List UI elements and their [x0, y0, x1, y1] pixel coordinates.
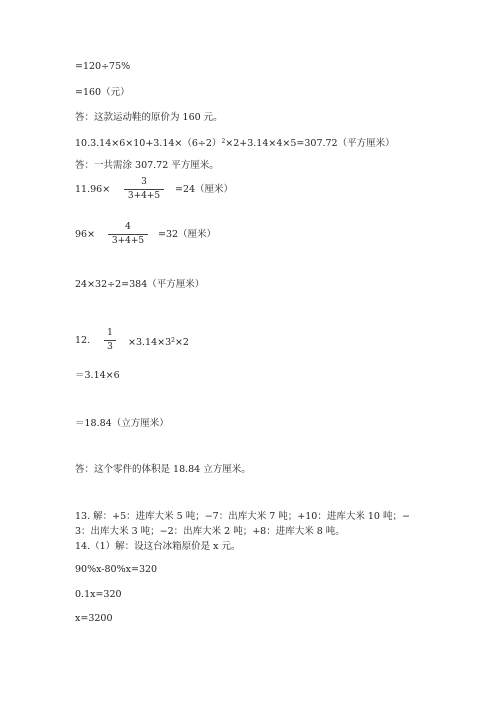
expression-text	[128, 335, 189, 349]
problem-12-label: 12.	[75, 335, 91, 346]
fraction-numerator: 4	[125, 222, 131, 232]
problem-10-line	[75, 136, 395, 150]
result-text: =32（厘米）	[158, 229, 217, 240]
fraction-denominator: 3+4+5	[111, 236, 145, 246]
step-line: x=3200	[75, 613, 113, 624]
step-line: ＝3.14×6	[75, 370, 120, 381]
fraction-denominator: 3	[107, 342, 113, 352]
problem-13-line: 3：出库大米 3 吨；−2：出库大米 2 吨；+8：进库大米 8 吨。	[75, 526, 345, 537]
fraction	[124, 177, 164, 202]
problem-11-label: 11.96×	[75, 184, 111, 195]
fraction-denominator: 3+4+5	[127, 191, 161, 201]
fraction-bar	[124, 189, 164, 190]
expression-label: 96×	[75, 229, 96, 240]
fraction	[104, 328, 116, 353]
step-line: =120÷75%	[75, 61, 131, 72]
fraction-numerator: 1	[107, 328, 113, 338]
result-text: =24（厘米）	[175, 184, 234, 195]
fraction-bar	[108, 234, 148, 235]
answer-line: 答：这个零件的体积是 18.84 立方厘米。	[75, 464, 251, 475]
fraction-numerator: 3	[141, 177, 147, 187]
text-segment: 10.3.14×6×10+3.14×（6÷2）	[75, 138, 222, 149]
exponent: 2	[171, 337, 175, 344]
text-segment: ×2+3.14×4×5=307.72（平方厘米）	[225, 138, 395, 149]
fraction-bar	[104, 340, 116, 341]
step-line: 90%x-80%x=320	[75, 564, 158, 575]
answer-line: 答：这款运动鞋的原价为 160 元。	[75, 112, 223, 123]
problem-14-line: 14.（1）解：设这台冰箱原价是 x 元。	[75, 541, 241, 552]
text-segment: ×2	[174, 337, 189, 348]
step-line: ＝18.84（立方厘米）	[75, 418, 169, 429]
problem-13-line: 13. 解：+5：进库大米 5 吨；−7：出库大米 7 吨；+10：进库大米 10 吨；−	[75, 511, 410, 522]
answer-line: 答：一共需涂 307.72 平方厘米。	[75, 160, 219, 171]
text-segment: ×3.14×3	[128, 337, 172, 348]
step-line: =160（元）	[75, 87, 130, 98]
step-line: 24×32÷2=384（平方厘米）	[75, 279, 205, 290]
step-line: 0.1x=320	[75, 589, 122, 600]
fraction	[108, 222, 148, 247]
exponent: 2	[221, 138, 226, 145]
